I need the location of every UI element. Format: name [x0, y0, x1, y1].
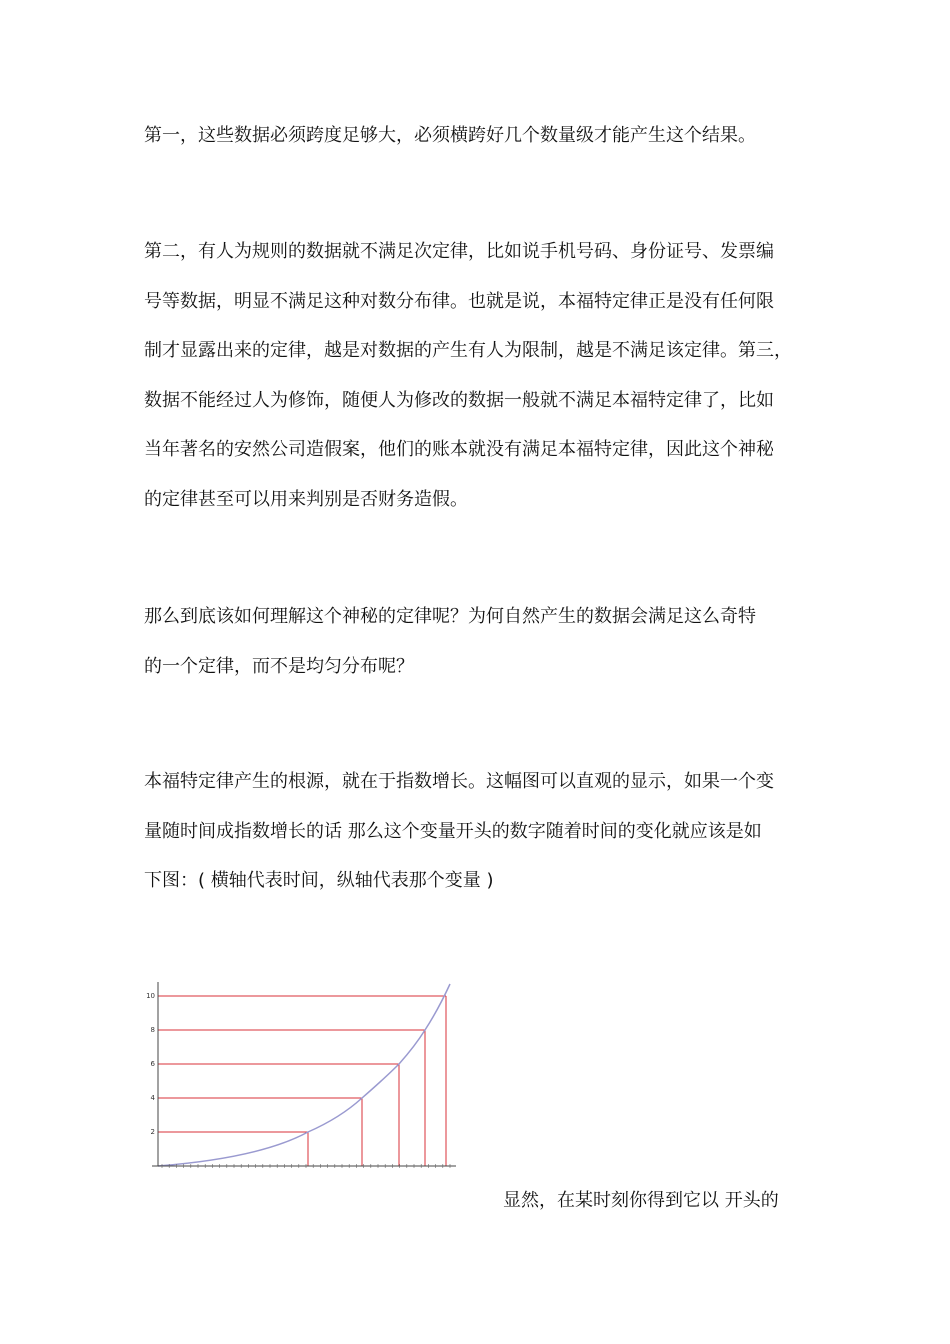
text-line: 制才显露出来的定律，越是对数据的产生有人为限制，越是不满足该定律。第三，	[144, 340, 792, 361]
y-tick-label: 8	[150, 1026, 155, 1034]
paragraph-1	[144, 111, 824, 161]
text-line: 第二，有人为规则的数据就不满足次定律，比如说手机号码、身份证号、发票编	[144, 241, 774, 262]
guide-lines	[158, 996, 446, 1166]
text-line: 数据不能经过人为修饰，随便人为修改的数据一般就不满足本福特定律了，比如	[144, 389, 774, 411]
paragraph-2	[144, 227, 824, 524]
text-line: 号等数据，明显不满足这种对数分布律。也就是说，本福特定律正是没有任何限	[144, 290, 774, 312]
x-axis-ticks	[162, 1164, 450, 1168]
paragraph-4	[144, 757, 824, 906]
y-tick-label: 4	[150, 1094, 155, 1102]
y-tick-label: 6	[150, 1060, 155, 1068]
y-tick-label: 10	[146, 992, 155, 1000]
text-line: 下图：( 横轴代表时间，纵轴代表那个变量 )	[144, 870, 494, 891]
exponential-curve	[158, 984, 450, 1166]
text-line: 第一，这些数据必须跨度足够大，必须横跨好几个数量级才能产生这个结果。	[144, 125, 756, 146]
trailing-text: 显然，在某时刻你得到它以 开头的	[503, 1190, 779, 1211]
y-tick-label: 2	[150, 1128, 155, 1136]
text-line: 量随时间成指数增长的话 那么这个变量开头的数字随着时间的变化就应该是如	[144, 820, 762, 842]
text-line: 本福特定律产生的根源，就在于指数增长。这幅图可以直观的显示，如果一个变	[144, 771, 774, 792]
text-line: 那么到底该如何理解这个神秘的定律呢？为何自然产生的数据会满足这么奇特	[144, 606, 756, 627]
exponential-growth-figure	[140, 978, 460, 1174]
text-line: 的一个定律，而不是均匀分布呢？	[144, 655, 414, 677]
text-line: 的定律甚至可以用来判别是否财务造假。	[144, 488, 468, 510]
text-line: 当年著名的安然公司造假案，他们的账本就没有满足本福特定律，因此这个神秘	[144, 439, 774, 460]
paragraph-3	[144, 592, 824, 691]
